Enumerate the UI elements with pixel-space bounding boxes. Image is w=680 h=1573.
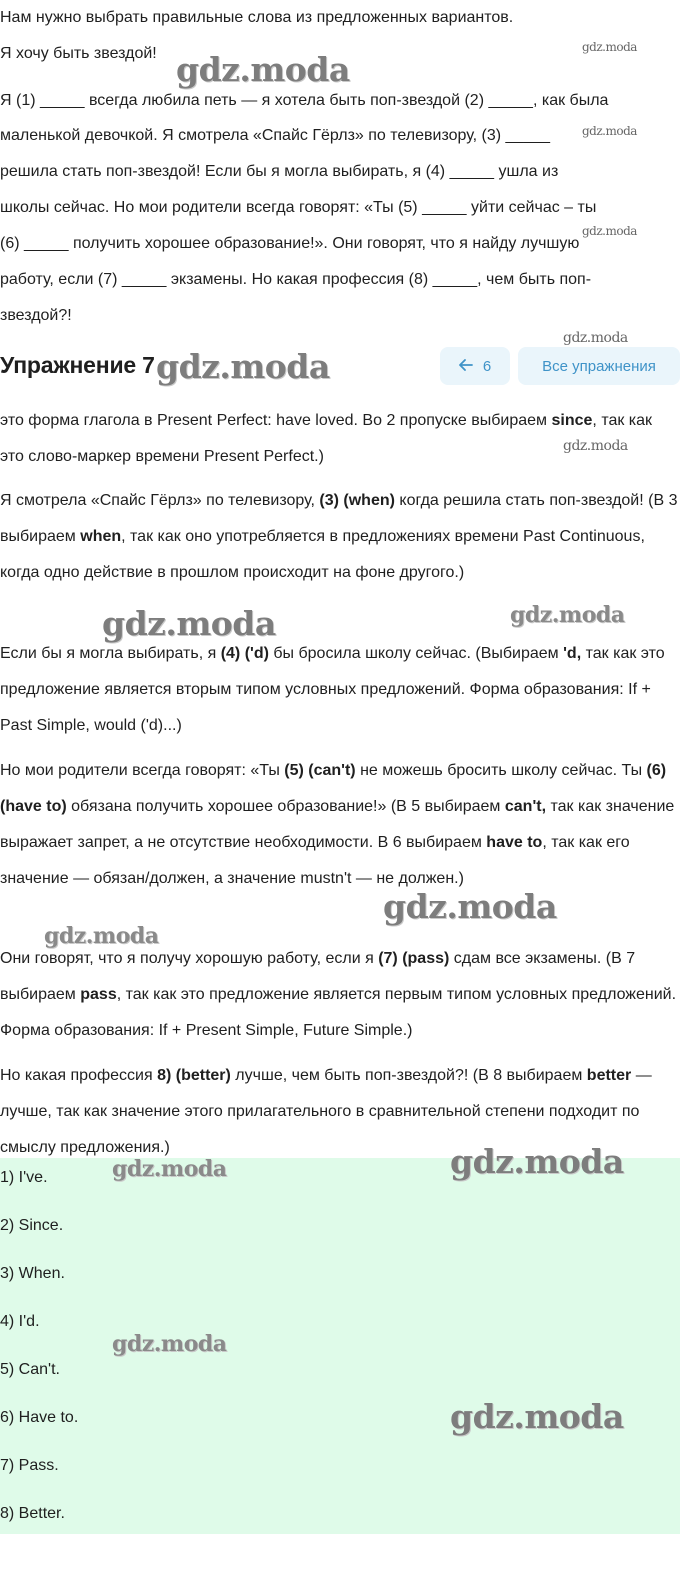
answer-item: 3) When. (0, 1265, 65, 1282)
highlighted-answer: 'd, (563, 645, 582, 662)
watermark: gdz.moda (44, 923, 159, 949)
highlighted-answer: 8) (better) (157, 1067, 231, 1084)
watermark: gdz.moda (450, 1142, 624, 1181)
explanation-text: лучше, чем быть поп-звездой?! (В 8 выбираем (230, 1067, 587, 1084)
explanation-paragraph (0, 636, 678, 744)
explanation-text: Но мои родители всегда говорят: «Ты (0, 762, 285, 779)
watermark: gdz.moda (383, 887, 557, 926)
explanation-text: Но какая профессия (0, 1067, 158, 1084)
watermark: gdz.moda (112, 1156, 227, 1182)
answer-item: 7) Pass. (0, 1457, 59, 1474)
story-line: (6) _____ получить хорошее образование!». Они говорят, что я найду лучшую (0, 235, 580, 252)
answer-item: 6) Have to. (0, 1409, 79, 1426)
highlighted-answer: (3) (when) (319, 492, 395, 509)
watermark: gdz.moda (582, 224, 637, 238)
watermark: gdz.moda (510, 602, 625, 628)
watermark: gdz.moda (102, 604, 276, 643)
highlighted-answer: (6) (have to) (0, 762, 667, 815)
answer-item: 1) I've. (0, 1169, 48, 1186)
story-line: маленькой девочкой. Я смотрела «Спайс Гёрлз» по телевизору, (3) _____ (0, 127, 551, 144)
watermark: gdz.moda (156, 347, 330, 386)
watermark: gdz.moda (582, 40, 637, 54)
story-title: Я хочу быть звездой! (0, 45, 157, 62)
explanation-paragraph (0, 753, 678, 897)
previous-exercise-number: 6 (482, 357, 492, 375)
explanation-text: Если бы я могла выбирать, я (0, 645, 221, 662)
watermark: gdz.moda (563, 330, 628, 346)
highlighted-answer: pass (80, 986, 117, 1003)
explanation-text: , так как его значение — обязан/должен, а значение mustn't — не должен.) (0, 834, 630, 887)
watermark: gdz.moda (176, 50, 350, 89)
highlighted-answer: better (586, 1067, 632, 1084)
previous-exercise-button[interactable] (440, 347, 510, 385)
answers-panel (0, 1158, 680, 1534)
explanation-text: так как это предложение является вторым типом условных предложений. Форма образования: If + Past Simple, would ('d)...) (0, 645, 665, 734)
explanation-text: , так как это слово-маркер времени Present Perfect.) (0, 412, 653, 465)
watermark: gdz.moda (112, 1331, 227, 1357)
explanation-text: когда решила стать поп-звездой! (В 3 выбираем (0, 492, 678, 545)
explanation-text: не можешь бросить школу сейчас. Ты (355, 762, 647, 779)
watermark: gdz.moda (450, 1397, 624, 1436)
highlighted-answer: (5) (can't) (284, 762, 356, 779)
watermark: gdz.moda (563, 438, 628, 454)
highlighted-answer: since (551, 412, 593, 429)
exercise-title: Упражнение 7 (0, 352, 155, 378)
highlighted-answer: (7) (pass) (378, 950, 450, 967)
story-line: Я (1) _____ всегда любила петь — я хотела быть поп-звездой (2) _____, как была (0, 92, 609, 109)
explanation-paragraph (0, 941, 678, 1049)
story-line: работу, если (7) _____ экзамены. Но какая профессия (8) _____, чем быть поп- (0, 271, 592, 288)
story-line: решила стать поп-звездой! Если бы я могла выбирать, я (4) _____ ушла из (0, 163, 559, 180)
answer-item: 5) Can't. (0, 1361, 60, 1378)
story-line: школы сейчас. Но мои родители всегда говорят: «Ты (5) _____ уйти сейчас – ты (0, 199, 597, 216)
explanation-text: бы бросила школу сейчас. (Выбираем (268, 645, 564, 662)
answer-item: 8) Better. (0, 1505, 65, 1522)
explanation-text: так как значение выражает запрет, а не отсутствие необходимости. В 6 выбираем (0, 798, 675, 851)
task-intro: Нам нужно выбрать правильные слова из предложенных вариантов. (0, 9, 514, 26)
watermark: gdz.moda (582, 124, 637, 138)
explanation-text: , так как оно употребляется в предложениях времени Past Continuous, когда одно действие в прошлом происходит на фоне другого.) (0, 528, 645, 581)
explanation-text: — лучше, так как значение этого прилагательного в сравнительной степени подходит по смыслу предложения.) (0, 1067, 652, 1156)
explanation-text: сдам все экзамены. (В 7 выбираем (0, 950, 636, 1003)
answer-item: 2) Since. (0, 1217, 64, 1234)
highlighted-answer: can't, (504, 798, 547, 815)
story-line: звездой?! (0, 307, 72, 324)
explanation-text: Они говорят, что я получу хорошую работу, если я (0, 950, 379, 967)
highlighted-answer: when (80, 528, 122, 545)
explanation-text: Я смотрела «Спайс Гёрлз» по телевизору, (0, 492, 320, 509)
explanation-paragraph (0, 483, 678, 591)
highlighted-answer: (4) ('d) (220, 645, 269, 662)
arrow-left-icon (459, 358, 473, 375)
explanation-text: , так как это предложение является первым типом условных предложений. Форма образования: If + Present Simple, Future Simple.) (0, 986, 677, 1039)
explanation-text: обязана получить хорошее образование!» (В 5 выбираем (66, 798, 505, 815)
answer-item: 4) I'd. (0, 1313, 40, 1330)
explanation-text: это форма глагола в Present Perfect: have loved. Во 2 пропуске выбираем (0, 412, 552, 429)
all-exercises-button[interactable]: Все упражнения (518, 347, 680, 385)
highlighted-answer: have to (486, 834, 543, 851)
